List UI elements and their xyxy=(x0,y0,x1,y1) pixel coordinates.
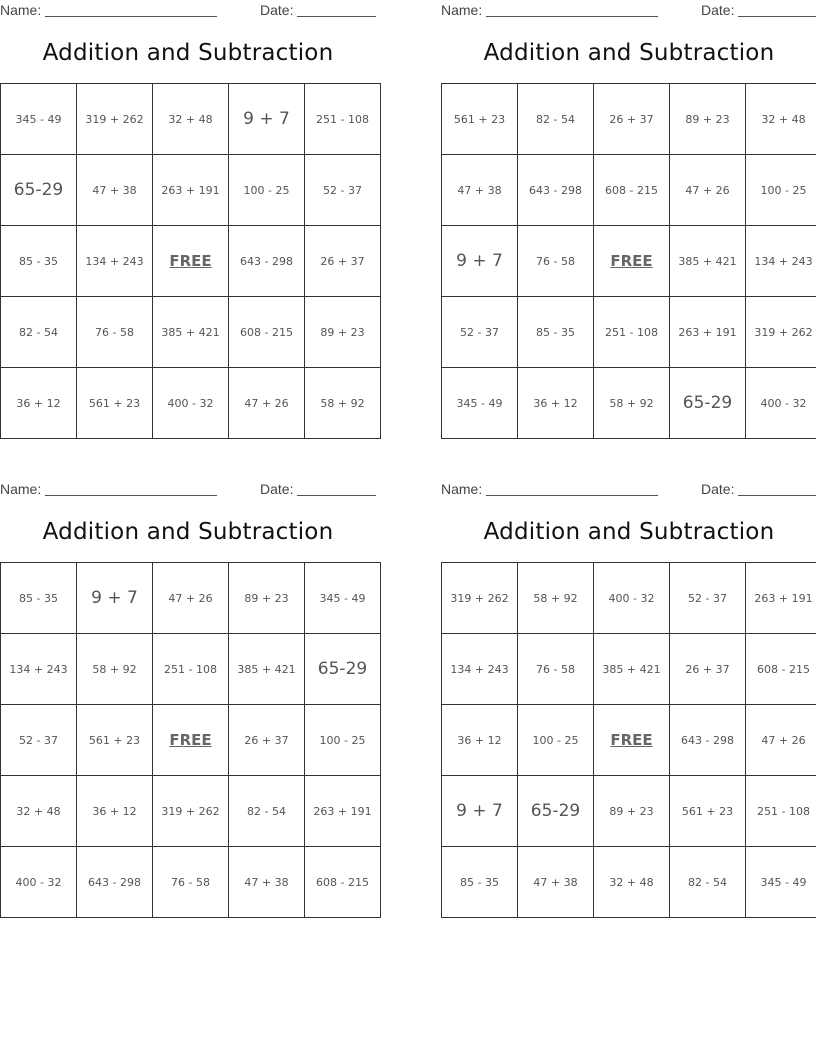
bingo-cell[interactable]: 85 - 35 xyxy=(518,297,594,368)
bingo-cell[interactable]: 32 + 48 xyxy=(1,776,77,847)
name-label: Name: xyxy=(441,2,483,18)
bingo-cell[interactable]: 65-29 xyxy=(305,634,381,705)
bingo-cell[interactable]: 85 - 35 xyxy=(1,563,77,634)
bingo-cell[interactable]: 319 + 262 xyxy=(746,297,816,368)
card-header xyxy=(441,479,816,501)
bingo-cell[interactable]: 76 - 58 xyxy=(518,634,594,705)
bingo-grid xyxy=(441,562,816,918)
bingo-cell[interactable]: 36 + 12 xyxy=(77,776,153,847)
bingo-cell[interactable]: 134 + 243 xyxy=(77,226,153,297)
bingo-cell[interactable]: 263 + 191 xyxy=(305,776,381,847)
bingo-cell[interactable]: 89 + 23 xyxy=(594,776,670,847)
bingo-cell[interactable]: 400 - 32 xyxy=(153,368,229,439)
grid-row xyxy=(1,155,381,226)
bingo-cell[interactable]: 82 - 54 xyxy=(1,297,77,368)
bingo-cell[interactable]: 319 + 262 xyxy=(442,563,518,634)
grid-row xyxy=(1,368,381,439)
bingo-cell[interactable]: 319 + 262 xyxy=(77,84,153,155)
date-label: Date: xyxy=(701,2,735,18)
bingo-cell[interactable]: 85 - 35 xyxy=(442,847,518,918)
date-label: Date: xyxy=(701,481,735,497)
card-title: Addition and Subtraction xyxy=(42,519,334,545)
bingo-cell[interactable]: 36 + 12 xyxy=(442,705,518,776)
date-label: Date: xyxy=(260,2,294,18)
grid-row xyxy=(442,368,816,439)
bingo-cell[interactable]: 263 + 191 xyxy=(746,563,816,634)
bingo-cell[interactable]: 100 - 25 xyxy=(305,705,381,776)
bingo-cell[interactable]: 32 + 48 xyxy=(746,84,816,155)
bingo-cell[interactable]: 319 + 262 xyxy=(153,776,229,847)
bingo-cell[interactable]: 345 - 49 xyxy=(746,847,816,918)
bingo-cell[interactable]: 345 - 49 xyxy=(305,563,381,634)
name-line[interactable] xyxy=(45,495,217,496)
bingo-cell[interactable]: 643 - 298 xyxy=(518,155,594,226)
card-title: Addition and Subtraction xyxy=(42,40,334,66)
bingo-cell[interactable]: 561 + 23 xyxy=(670,776,746,847)
bingo-cell[interactable]: 65-29 xyxy=(1,155,77,226)
bingo-cell[interactable]: 47 + 38 xyxy=(77,155,153,226)
bingo-cell[interactable]: 58 + 92 xyxy=(518,563,594,634)
bingo-grid xyxy=(0,562,381,918)
bingo-cell[interactable]: 643 - 298 xyxy=(77,847,153,918)
bingo-grid xyxy=(441,83,816,439)
bingo-cell[interactable]: 47 + 38 xyxy=(518,847,594,918)
bingo-cell[interactable]: 400 - 32 xyxy=(1,847,77,918)
bingo-cell[interactable]: 36 + 12 xyxy=(518,368,594,439)
bingo-cell[interactable]: 100 - 25 xyxy=(746,155,816,226)
bingo-cell[interactable]: 47 + 26 xyxy=(153,563,229,634)
bingo-cell[interactable]: 385 + 421 xyxy=(594,634,670,705)
bingo-cell[interactable]: 608 - 215 xyxy=(594,155,670,226)
bingo-cell[interactable]: 26 + 37 xyxy=(229,705,305,776)
bingo-grid xyxy=(0,83,381,439)
grid-row xyxy=(442,705,816,776)
card-title: Addition and Subtraction xyxy=(483,40,775,66)
bingo-card-4 xyxy=(441,479,816,889)
bingo-cell[interactable]: 89 + 23 xyxy=(229,563,305,634)
bingo-card-3 xyxy=(0,479,376,889)
card-header xyxy=(0,479,376,501)
bingo-cell[interactable]: 251 - 108 xyxy=(594,297,670,368)
bingo-cell[interactable]: 58 + 92 xyxy=(305,368,381,439)
bingo-cell[interactable]: 26 + 37 xyxy=(594,84,670,155)
date-label: Date: xyxy=(260,481,294,497)
bingo-cell[interactable]: 100 - 25 xyxy=(229,155,305,226)
bingo-cell[interactable]: 608 - 215 xyxy=(305,847,381,918)
bingo-cell[interactable]: 9 + 7 xyxy=(442,226,518,297)
bingo-cell[interactable]: 608 - 215 xyxy=(746,634,816,705)
grid-row xyxy=(1,847,381,918)
name-label: Name: xyxy=(0,2,42,18)
bingo-cell[interactable]: 26 + 37 xyxy=(670,634,746,705)
bingo-card-1 xyxy=(0,0,376,410)
bingo-cell[interactable]: 100 - 25 xyxy=(518,705,594,776)
card-title: Addition and Subtraction xyxy=(483,519,775,545)
free-cell[interactable]: FREE xyxy=(153,226,229,297)
bingo-cell[interactable]: 47 + 38 xyxy=(442,155,518,226)
date-line[interactable] xyxy=(297,495,376,496)
bingo-cell[interactable]: 134 + 243 xyxy=(1,634,77,705)
bingo-cell[interactable]: 345 - 49 xyxy=(442,368,518,439)
bingo-cell[interactable]: 251 - 108 xyxy=(153,634,229,705)
grid-row xyxy=(1,705,381,776)
card-header xyxy=(441,0,816,22)
bingo-cell[interactable]: 58 + 92 xyxy=(77,634,153,705)
bingo-cell[interactable]: 400 - 32 xyxy=(594,563,670,634)
bingo-cell[interactable]: 76 - 58 xyxy=(153,847,229,918)
bingo-cell[interactable]: 76 - 58 xyxy=(518,226,594,297)
bingo-cell[interactable]: 26 + 37 xyxy=(305,226,381,297)
bingo-cell[interactable]: 643 - 298 xyxy=(670,705,746,776)
bingo-cell[interactable]: 385 + 421 xyxy=(229,634,305,705)
bingo-cell[interactable]: 134 + 243 xyxy=(746,226,816,297)
name-label: Name: xyxy=(441,481,483,497)
grid-row xyxy=(1,563,381,634)
bingo-cell[interactable]: 89 + 23 xyxy=(670,84,746,155)
grid-row xyxy=(1,297,381,368)
bingo-cell[interactable]: 52 - 37 xyxy=(442,297,518,368)
name-line[interactable] xyxy=(45,16,217,17)
grid-row xyxy=(442,563,816,634)
bingo-cell[interactable]: 32 + 48 xyxy=(153,84,229,155)
bingo-cell[interactable]: 52 - 37 xyxy=(305,155,381,226)
grid-row xyxy=(442,84,816,155)
bingo-cell[interactable]: 47 + 26 xyxy=(229,368,305,439)
bingo-cell[interactable]: 32 + 48 xyxy=(594,847,670,918)
grid-row xyxy=(442,155,816,226)
bingo-cell[interactable]: 65-29 xyxy=(670,368,746,439)
card-header xyxy=(0,0,376,22)
bingo-cell[interactable]: 47 + 26 xyxy=(746,705,816,776)
bingo-cell[interactable]: 82 - 54 xyxy=(518,84,594,155)
bingo-cell[interactable]: 9 + 7 xyxy=(442,776,518,847)
date-line[interactable] xyxy=(738,16,816,17)
bingo-cell[interactable]: 643 - 298 xyxy=(229,226,305,297)
grid-row xyxy=(1,776,381,847)
bingo-cell[interactable]: 134 + 243 xyxy=(442,634,518,705)
bingo-cell[interactable]: 251 - 108 xyxy=(305,84,381,155)
bingo-cell[interactable]: 52 - 37 xyxy=(1,705,77,776)
bingo-cell[interactable]: 251 - 108 xyxy=(746,776,816,847)
grid-row xyxy=(442,226,816,297)
bingo-cell[interactable]: 9 + 7 xyxy=(77,563,153,634)
bingo-cell[interactable]: 263 + 191 xyxy=(153,155,229,226)
free-cell[interactable]: FREE xyxy=(594,705,670,776)
grid-row xyxy=(442,847,816,918)
grid-row xyxy=(1,634,381,705)
bingo-cell[interactable]: 263 + 191 xyxy=(670,297,746,368)
bingo-cell[interactable]: 385 + 421 xyxy=(153,297,229,368)
bingo-cell[interactable]: 608 - 215 xyxy=(229,297,305,368)
free-cell[interactable]: FREE xyxy=(594,226,670,297)
bingo-cell[interactable]: 58 + 92 xyxy=(594,368,670,439)
bingo-cell[interactable]: 65-29 xyxy=(518,776,594,847)
grid-row xyxy=(1,84,381,155)
bingo-cell[interactable]: 400 - 32 xyxy=(746,368,816,439)
grid-row xyxy=(442,297,816,368)
bingo-cell[interactable]: 561 + 23 xyxy=(77,368,153,439)
bingo-cell[interactable]: 85 - 35 xyxy=(1,226,77,297)
date-line[interactable] xyxy=(738,495,816,496)
grid-row xyxy=(442,634,816,705)
name-line[interactable] xyxy=(486,495,658,496)
bingo-cell[interactable]: 561 + 23 xyxy=(77,705,153,776)
date-line[interactable] xyxy=(297,16,376,17)
bingo-cell[interactable]: 47 + 26 xyxy=(670,155,746,226)
free-cell[interactable]: FREE xyxy=(153,705,229,776)
grid-row xyxy=(1,226,381,297)
bingo-cell[interactable]: 89 + 23 xyxy=(305,297,381,368)
bingo-cell[interactable]: 82 - 54 xyxy=(229,776,305,847)
bingo-cell[interactable]: 47 + 38 xyxy=(229,847,305,918)
name-label: Name: xyxy=(0,481,42,497)
name-line[interactable] xyxy=(486,16,658,17)
bingo-cell[interactable]: 345 - 49 xyxy=(1,84,77,155)
bingo-cell[interactable]: 52 - 37 xyxy=(670,563,746,634)
bingo-cell[interactable]: 82 - 54 xyxy=(670,847,746,918)
bingo-cell[interactable]: 36 + 12 xyxy=(1,368,77,439)
bingo-cell[interactable]: 76 - 58 xyxy=(77,297,153,368)
grid-row xyxy=(442,776,816,847)
bingo-cell[interactable]: 385 + 421 xyxy=(670,226,746,297)
bingo-cell[interactable]: 561 + 23 xyxy=(442,84,518,155)
bingo-cell[interactable]: 9 + 7 xyxy=(229,84,305,155)
bingo-card-2 xyxy=(441,0,816,413)
